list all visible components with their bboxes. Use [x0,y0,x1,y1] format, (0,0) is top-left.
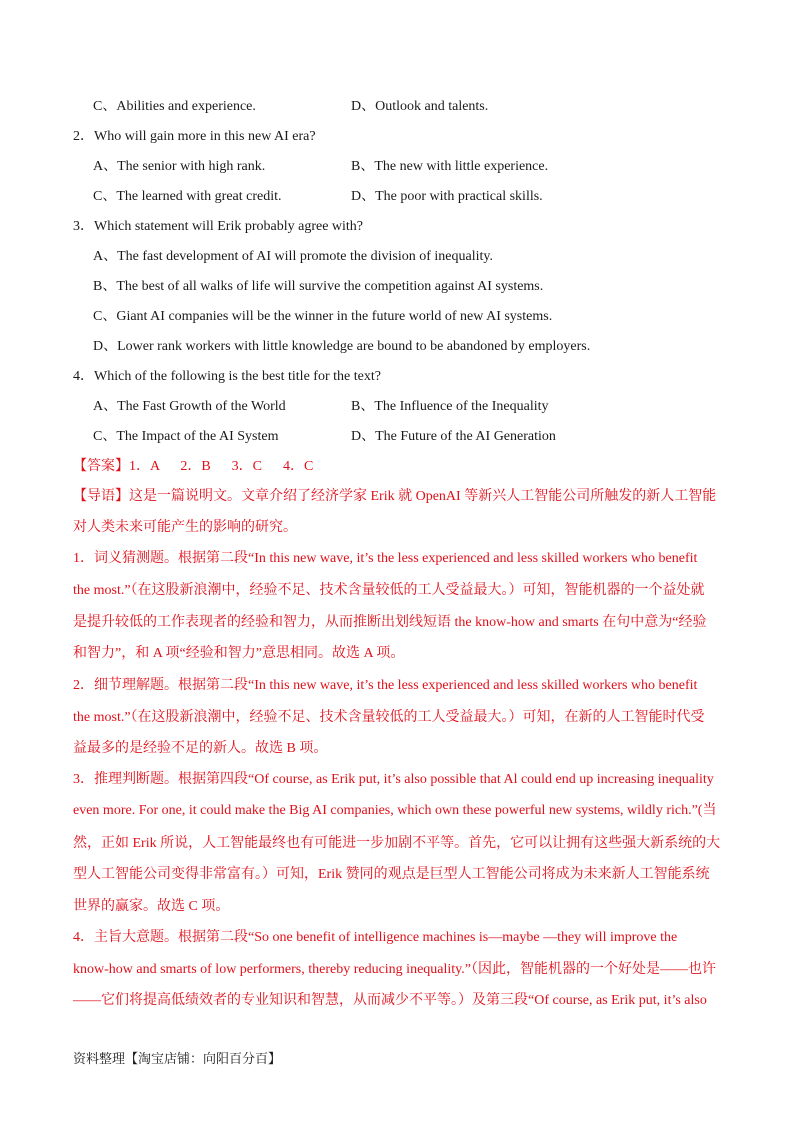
explanation-line: 对人类未来可能产生的影响的研究。 [73,520,297,535]
q3-option-b: B、The best of all walks of life will survive the competition against AI systems. [93,279,544,294]
explanation-line: 【导语】这是一篇说明文。文章介绍了经济学家 Erik 就 OpenAI 等新兴人工智能公司所触发的新人工智能 [73,489,717,504]
explanation-line: 世界的赢家。故选 C 项。 [73,899,230,914]
explanation-line: ——它们将提高低绩效者的专业知识和智慧，从而减少不平等。）及第三段“Of course, as Erik put, it’s also [73,993,707,1008]
explanation-line: 2．细节理解题。根据第二段“In this new wave, it’s the less experienced and less skilled workers who benefit [73,678,698,693]
explanation-line: 4．主旨大意题。根据第二段“So one benefit of intelligence machines is—maybe —they will improve the [73,930,678,945]
q2-option-b: B、The new with little experience. [351,159,549,174]
q2-option-c: C、The learned with great credit. [93,189,282,204]
explanation-line: the most.”（在这股新浪潮中，经验不足、技术含量较低的工人受益最大。）可知，在新的人工智能时代受 [73,710,705,725]
q4-option-d: D、The Future of the AI Generation [351,429,556,444]
explanation-line: 型人工智能公司变得非常富有。）可知，Erik 赞同的观点是巨型人工智能公司将成为未来新人工智能系统 [73,867,710,882]
q2-option-d: D、The poor with practical skills. [351,189,543,204]
q4-option-a: A、The Fast Growth of the World [93,399,286,414]
q1-option-d: D、Outlook and talents. [351,99,489,114]
q3-stem: 3．Which statement will Erik probably agree with? [73,219,364,234]
answer-line: 【答案】1．A 2．B 3．C 4．C [73,459,314,474]
q4-option-c: C、The Impact of the AI System [93,429,279,444]
explanation-line: 3．推理判断题。根据第四段“Of course, as Erik put, it’s also possible that Al could end up increasing inequality [73,772,714,787]
q3-option-c: C、Giant AI companies will be the winner in the future world of new AI systems. [93,309,553,324]
explanation-line: know-how and smarts of low performers, thereby reducing inequality.”（因此，智能机器的一个好处是——也许 [73,962,716,977]
explanation-line: even more. For one, it could make the Big AI companies, which own these powerful new systems, wildly rich.”(当 [73,803,717,818]
q4-stem: 4．Which of the following is the best title for the text? [73,369,381,384]
q1-option-c: C、Abilities and experience. [93,99,256,114]
explanation-line: 和智力”，和 A 项“经验和智力”意思相同。故选 A 项。 [73,646,405,661]
q3-option-a: A、The fast development of AI will promote the division of inequality. [93,249,493,264]
explanation-line: the most.”（在这股新浪潮中，经验不足、技术含量较低的工人受益最大。）可知，智能机器的一个益处就 [73,583,705,598]
q2-option-a: A、The senior with high rank. [93,159,266,174]
q2-stem: 2．Who will gain more in this new AI era? [73,129,316,144]
q3-option-d: D、Lower rank workers with little knowledge are bound to be abandoned by employers. [93,339,591,354]
explanation-line: 然，正如 Erik 所说，人工智能最终也有可能进一步加剧不平等。首先，它可以让拥有这些强大新系统的大 [73,836,721,851]
explanation-line: 是提升较低的工作表现者的经验和智力，从而推断出划线短语 the know-how and smarts 在句中意为“经验 [73,615,707,630]
explanation-line: 1．词义猜测题。根据第二段“In this new wave, it’s the less experienced and less skilled workers who benefit [73,551,698,566]
explanation-line: 益最多的是经验不足的新人。故选 B 项。 [73,741,328,756]
page-footer: 资料整理【淘宝店铺：向阳百分百】 [73,1051,282,1066]
q4-option-b: B、The Influence of the Inequality [351,399,549,414]
